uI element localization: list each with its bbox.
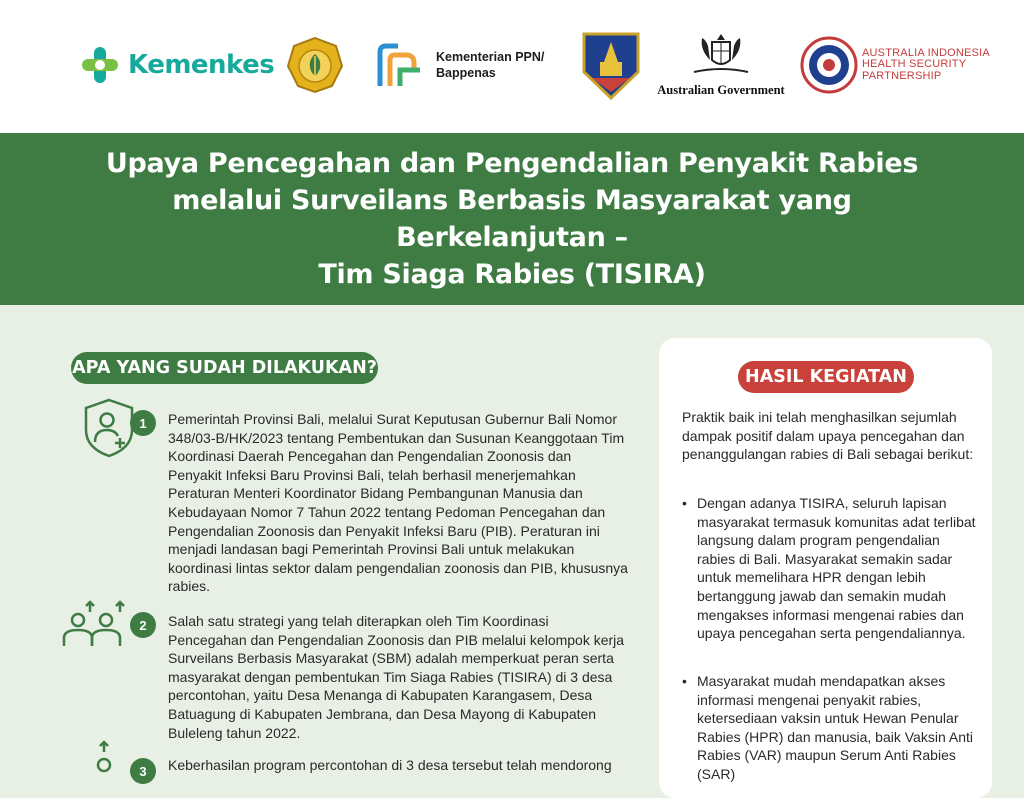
results-bullet-1: • Dengan adanya TISIRA, seluruh lapisan masyarakat termasuk komunitas adat terlibat langsung dalam program pengendalian rabies di Bali. Masyarakat semakin sadar untuk memelihara HPR dengan lebih bertanggung jawab dan semakin mudah mengakses informasi mengenai rabies dan upaya pencegahan serta pengendaliannya. (682, 495, 976, 642)
aihsp-badge-icon (800, 36, 858, 94)
people-growth-icon (60, 600, 130, 648)
section-heading-results: HASIL KEGIATAN (738, 361, 914, 393)
results-bullet-2: • Masyarakat mudah mendapatkan akses informasi mengenai penyakit rabies, ketersediaan vaksin untuk Hewan Penular Rabies (HPR) dan manusia, baik Vaksin Anti Rabies (VAR) maupun Serum Anti Rabies (SAR) (682, 672, 977, 784)
results-bullet-2-text: Masyarakat mudah mendapatkan akses informasi mengenai penyakit rabies, ketersediaan vaksin untuk Hewan Penular Rabies (HPR) dan manusia, baik Vaksin Anti Rabies (VAR) maupun Serum Anti Rabies (SAR) (697, 673, 973, 782)
item-text-1: Pemerintah Provinsi Bali, melalui Surat Keputusan Gubernur Bali Nomor 348/03-B/HK/2023 tentang Pembentukan dan Susunan Keanggotaan Tim Koordinasi Daerah Pencegahan dan Pengendalian Zoonosis dan Penyakit Infeksi Baru Provinsi Bali, telah berhasil menerjemahkan Peraturan Menteri Koordinator Bidang Pembangunan Manusia dan Kebudayaan Nomor 7 Tahun 2022 tentang Pedoman Pencegahan dan Pengendalian Zoonosis dan Penyakit Infeksi Baru (PIB). Peraturan ini menjadi landasan bagi Pemerintah Provinsi Bali untuk melakukan koordinasi lintas sektor dalam pengendalian zoonosis dan PIB, khususnya rabies. (168, 411, 628, 595)
aihsp-text-line3: PARTNERSHIP (862, 69, 942, 82)
kemenkes-logo (80, 42, 274, 88)
australian-government-logo (656, 32, 786, 102)
section-heading-done: APA YANG SUDAH DILAKUKAN? (71, 352, 378, 384)
title-line-2: melalui Surveilans Berbasis Masyarakat yang Berkelanjutan – (172, 185, 852, 253)
page-title (72, 145, 952, 293)
kementan-emblem-icon (286, 36, 344, 94)
aihsp-text-line1: AUSTRALIA INDONESIA (862, 46, 990, 59)
bali-province-emblem-icon (578, 32, 644, 100)
logo-bar (0, 0, 1024, 133)
results-card (659, 338, 992, 798)
title-line-3: Tim Siaga Rabies (TISIRA) (318, 259, 706, 290)
item-text-3: Keberhasilan program percontohan di 3 desa tersebut telah mendorong (168, 757, 612, 773)
title-banner (0, 133, 1024, 305)
bappenas-text-line2: Bappenas (436, 66, 496, 80)
item-number-3: 3 (130, 758, 156, 784)
item-number-2: 2 (130, 612, 156, 638)
bappenas-logo (376, 42, 544, 88)
results-intro: Praktik baik ini telah menghasilkan sejumlah dampak positif dalam upaya pencegahan dan penanggulangan rabies di Bali sebagai berikut: (682, 409, 974, 463)
item-text-2: Salah satu strategi yang telah diterapkan oleh Tim Koordinasi Pencegahan dan Pengendalian Zoonosis dan PIB melalui kelompok kerja Surveilans Berbasis Masyarakat (SBM) adalah memperkuat peran serta masyarakat dengan pembentukan Tim Siaga Rabies (TISIRA) di 3 desa percontohan, yaitu Desa Menanga di Kabupaten Karangasem, Desa Batuagung di Kabupaten Jembrana, dan Desa Mayong di Kabupaten Buleleng tahun 2022. (168, 613, 625, 741)
aihsp-logo (800, 36, 990, 94)
title-line-1: Upaya Pencegahan dan Pengendalian Penyakit Rabies (105, 148, 919, 179)
person-shield-icon (82, 398, 136, 458)
item-number-1: 1 (130, 410, 156, 436)
kemenkes-cross-icon (80, 45, 120, 85)
australian-government-text: Australian Government (657, 83, 785, 97)
bappenas-text-line1: Kementerian PPN/ (436, 50, 545, 64)
results-bullet-1-text: Dengan adanya TISIRA, seluruh lapisan masyarakat termasuk komunitas adat terlibat langsung dalam program pengendalian rabies di Bali. Masyarakat semakin sadar untuk memelihara HPR dengan lebih bertanggung jawab dan semakin mudah mengakses informasi mengenai rabies dan upaya pencegahan serta pengendaliannya. (697, 495, 976, 642)
bappenas-mark-icon (376, 42, 424, 88)
person-up-icon (92, 740, 116, 768)
kemenkes-wordmark: Kemenkes (128, 50, 275, 80)
aihsp-text-line2: HEALTH SECURITY (862, 58, 967, 71)
coat-of-arms-icon (686, 32, 756, 78)
